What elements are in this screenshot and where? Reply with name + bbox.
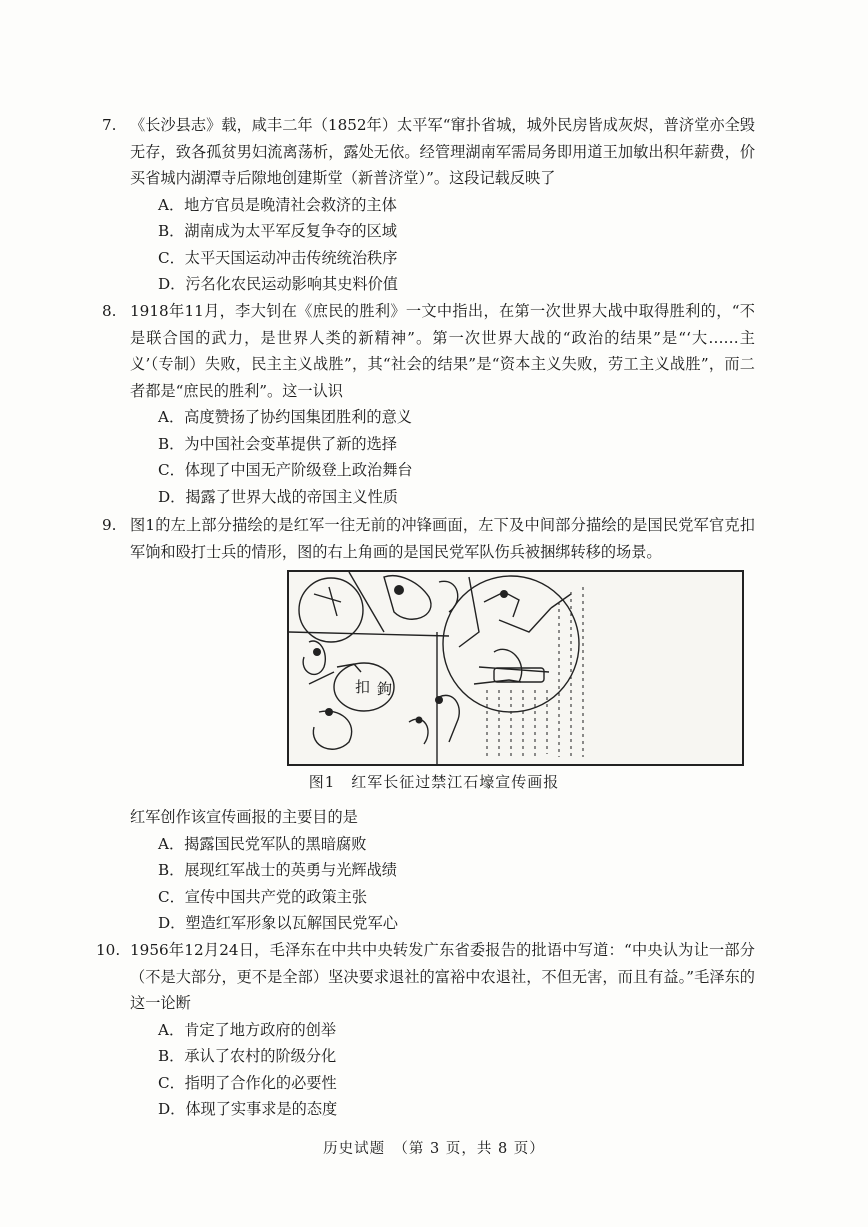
option-a: A．高度赞扬了协约国集团胜利的意义 bbox=[158, 408, 412, 426]
question-stem: 图1的左上部分描绘的是红军一往无前的冲锋画面，左下及中间部分描绘的是国民党军官克扣军饷和殴打士兵的情形，图的右上角画的是国民党军队伤兵被捆绑转移的场景。 bbox=[130, 516, 755, 561]
option-c: C．指明了合作化的必要性 bbox=[158, 1073, 337, 1092]
question-stem: 1918年11月，李大钊在《庶民的胜利》一文中指出，在第一次世界大战中取得胜利的，“不是联合国的武力，是世界人类的新精神”。第一次世界大战的“政治的结果”是“‘大……主义’（专制）失败，民主主义战胜”，其“社会的结果”是“资本主义失败，劳工主义战胜”，而二者都是“庶民的胜利”。这一认识 bbox=[130, 302, 755, 400]
poster-illustration bbox=[289, 572, 742, 764]
page-footer: 历史试题 （第 3 页，共 8 页） bbox=[323, 1141, 545, 1157]
question-number: 9. bbox=[102, 516, 117, 534]
option-c: C．宣传中国共产党的政策主张 bbox=[158, 887, 368, 906]
propaganda-poster-figure bbox=[287, 570, 744, 766]
question-number: 7. bbox=[102, 116, 117, 134]
option-c: C．太平天国运动冲击传统统治秩序 bbox=[158, 248, 398, 267]
question-7 bbox=[102, 112, 755, 298]
question-stem: 《长沙县志》载，咸丰二年（1852年）太平军“窜扑省城，城外民房皆成灰烬，普济堂亦全毁无存，致各孤贫男妇流离荡析，露处无依。经管理湖南军需局务即用道王加敏出积年薪费，价买省城内湖潭寺后隙地创建斯堂（新普济堂）”。这段记载反映了 bbox=[130, 116, 755, 187]
question-8 bbox=[102, 298, 755, 510]
option-d: D．污名化农民运动影响其史料价值 bbox=[158, 275, 398, 293]
option-a: A．地方官员是晚清社会救济的主体 bbox=[158, 195, 397, 214]
question-followup: 红军创作该宣传画报的主要目的是 bbox=[130, 808, 358, 826]
option-d: D．塑造红军形象以瓦解国民党军心 bbox=[158, 914, 398, 932]
poster-label-gou: 鉤 bbox=[377, 680, 393, 698]
question-9-options bbox=[130, 804, 755, 937]
option-d: D．揭露了世界大战的帝国主义性质 bbox=[158, 487, 398, 506]
option-a: A．肯定了地方政府的创举 bbox=[158, 1020, 337, 1039]
option-b: B．湖南成为太平军反复争夺的区域 bbox=[158, 222, 397, 240]
question-number: 10. bbox=[96, 941, 121, 959]
option-b: B．承认了农村的阶级分化 bbox=[158, 1047, 337, 1065]
question-9 bbox=[102, 512, 755, 565]
option-b: B．展现红军战士的英勇与光辉战绩 bbox=[158, 861, 397, 879]
option-d: D．体现了实事求是的态度 bbox=[158, 1100, 338, 1118]
question-stem: 1956年12月24日，毛泽东在中共中央转发广东省委报告的批语中写道：“中央认为让一部分（不是大部分，更不是全部）坚决要求退社的富裕中农退社，不但无害，而且有益。”毛泽东的这一论断 bbox=[130, 941, 755, 1012]
poster-label-kou: 扣 bbox=[355, 678, 371, 696]
option-c: C．体现了中国无产阶级登上政治舞台 bbox=[158, 461, 413, 479]
question-number: 8. bbox=[102, 302, 117, 320]
option-a: A．揭露国民党军队的黑暗腐败 bbox=[158, 834, 367, 853]
question-10 bbox=[96, 937, 755, 1123]
option-b: B．为中国社会变革提供了新的选择 bbox=[158, 434, 397, 453]
figure-caption: 图1 红军长征过禁江石壕宣传画报 bbox=[308, 773, 560, 791]
